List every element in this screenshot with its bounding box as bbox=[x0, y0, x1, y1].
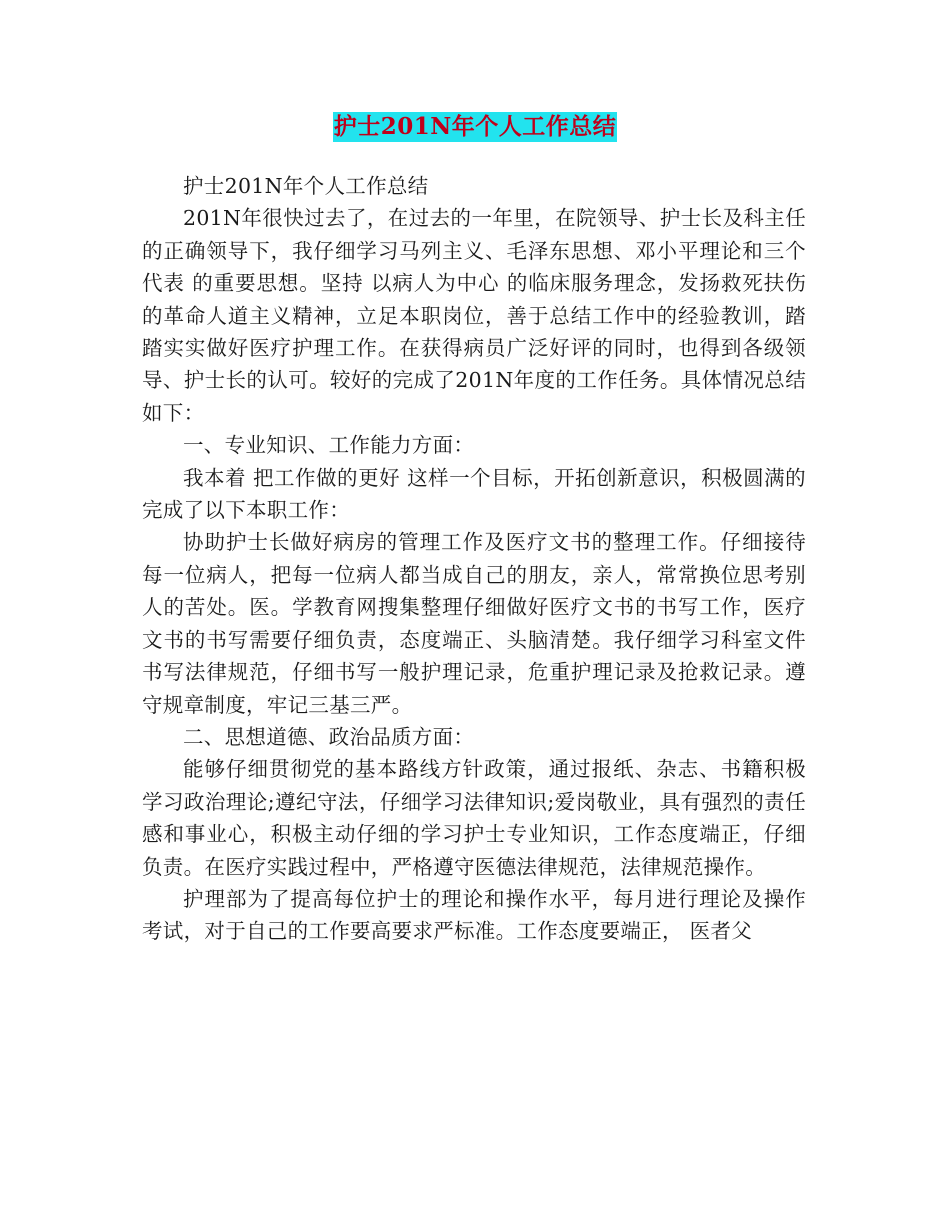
paragraph-duties: 协助护士长做好病房的管理工作及医疗文书的整理工作。仔细接待每一位病人，把每一位病人都当成自己的朋友，亲人，常常换位思考别人的苦处。医。学教育网搜集整理仔细做好医疗文书的书写工作，医疗文书的书写需要仔细负责，态度端正、头脑清楚。我仔细学习科室文件书写法律规范，仔细书写一般护理记录，危重护理记录及抢救记录。遵守规章制度，牢记三基三严。 bbox=[142, 530, 806, 717]
paragraph-goal: 我本着 把工作做的更好 这样一个目标，开拓创新意识，积极圆满的完成了以下本职工作： bbox=[142, 465, 806, 523]
paragraph-training: 护理部为了提高每位护士的理论和操作水平，每月进行理论及操作考试，对于自己的工作要高要求严标准。工作态度要端正， 医者父 bbox=[142, 886, 806, 944]
section-heading-professional: 一、专业知识、工作能力方面： bbox=[183, 433, 475, 458]
paragraph-subtitle: 护士201N年个人工作总结 bbox=[183, 174, 429, 198]
document-title: 护士201N年个人工作总结 bbox=[333, 113, 617, 140]
document-body bbox=[142, 170, 806, 948]
title-container bbox=[0, 112, 950, 142]
section-heading-ethics: 二、思想道德、政治品质方面： bbox=[183, 724, 475, 749]
paragraph-ethics: 能够仔细贯彻党的基本路线方针政策，通过报纸、杂志、书籍积极学习政治理论;遵纪守法，仔细学习法律知识;爱岗敬业，具有强烈的责任感和事业心，积极主动仔细的学习护士专业知识，工作态度端正，仔细负责。在医疗实践过程中，严格遵守医德法律规范，法律规范操作。 bbox=[142, 757, 806, 879]
paragraph-intro: 201N年很快过去了，在过去的一年里，在院领导、护士长及科主任的正确领导下，我仔细学习马列主义、毛泽东思想、邓小平理论和三个代表 的重要思想。坚持 以病人为中心 的临床服务理念，发扬救死扶伤的革命人道主义精神，立足本职岗位，善于总结工作中的经验教训，踏踏实实做好医疗护理工作。在获得病员广泛好评的同时，也得到各级领导、护士长的认可。较好的完成了201N年度的工作任务。具体情况总结如下： bbox=[142, 206, 806, 425]
